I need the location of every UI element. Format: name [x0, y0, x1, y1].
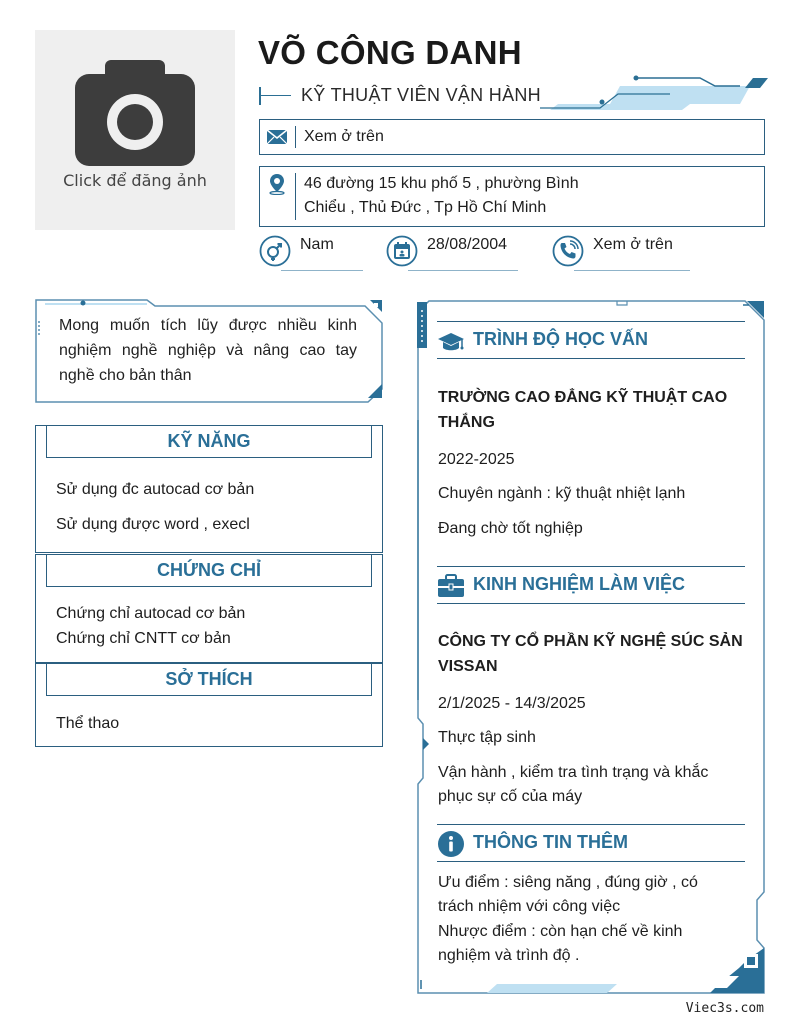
candidate-name: VÕ CÔNG DANH [258, 34, 522, 71]
experience-desc-line-2: phục sự cố của máy [438, 788, 583, 805]
additional-title: THÔNG TIN THÊM [473, 832, 628, 852]
certificate-item: Chứng chỉ autocad cơ bản [56, 605, 246, 622]
birthday-underline [408, 270, 518, 271]
education-header [437, 321, 745, 359]
experience-desc-line-1: Vận hành , kiểm tra tình trạng và khắc [438, 764, 709, 781]
briefcase-icon [437, 572, 465, 600]
experience-period: 2/1/2025 - 14/3/2025 [438, 695, 586, 712]
info-icon [437, 830, 465, 858]
objective-text: Mong muốn tích lũy được nhiều kinh nghiệm nghề nghiệp và nâng cao tay nghề cho bản thân [59, 317, 357, 384]
address-line-2: Chiểu , Thủ Đức , Tp Hồ Chí Minh [304, 199, 547, 216]
certificates-title: CHỨNG CHỈ [46, 555, 372, 587]
camera-icon [75, 60, 195, 166]
education-status: Đang chờ tốt nghiệp [438, 520, 583, 537]
phone-icon [552, 235, 584, 267]
certificate-item: Chứng chỉ CNTT cơ bản [56, 630, 231, 647]
email-field [259, 119, 765, 155]
circuit-decoration [540, 74, 770, 112]
photo-upload[interactable] [35, 30, 235, 230]
gender-value: Nam [300, 236, 334, 253]
gender-underline [281, 270, 363, 271]
company-name-line-1: CÔNG TY CỔ PHẦN KỸ NGHỆ SÚC SẢN [438, 633, 743, 650]
address-divider [295, 173, 296, 220]
career-objective [35, 299, 383, 403]
calendar-icon [386, 235, 418, 267]
additional-line-3: Nhược điểm : còn hạn chế về kinh [438, 923, 683, 940]
additional-header [437, 824, 745, 862]
hobbies-section [35, 663, 383, 747]
phone-value: Xem ở trên [593, 236, 673, 253]
education-major: Chuyên ngành : kỹ thuật nhiệt lạnh [438, 485, 686, 502]
right-panel [417, 300, 765, 994]
title-decor-tick [259, 87, 261, 105]
education-period: 2022-2025 [438, 451, 515, 468]
graduation-cap-icon [437, 327, 465, 355]
email-value: Xem ở trên [304, 128, 384, 145]
hobbies-title: SỞ THÍCH [46, 664, 372, 696]
school-name-line-1: TRƯỜNG CAO ĐẲNG KỸ THUẬT CAO [438, 389, 728, 406]
skill-item: Sử dụng được word , execl [56, 516, 250, 533]
phone-underline [574, 270, 690, 271]
experience-title: KINH NGHIỆM LÀM VIỆC [473, 574, 686, 594]
experience-header [437, 566, 745, 604]
company-name-line-2: VISSAN [438, 658, 498, 675]
skills-section [35, 425, 383, 553]
additional-line-4: nghiệm và trình độ . [438, 947, 580, 964]
email-divider [295, 126, 296, 148]
address-line-1: 46 đường 15 khu phố 5 , phường Bình [304, 175, 579, 192]
school-name-line-2: THẮNG [438, 414, 495, 431]
title-decor-line [261, 95, 291, 96]
footer-brand: Viec3s.com [685, 1001, 764, 1016]
certificates-section [35, 554, 383, 663]
additional-line-2: trách nhiệm với công việc [438, 898, 621, 915]
experience-position: Thực tập sinh [438, 729, 536, 746]
birthday-value: 28/08/2004 [427, 236, 508, 253]
location-pin-icon [266, 173, 288, 195]
education-title: TRÌNH ĐỘ HỌC VẤN [473, 329, 648, 349]
mail-icon [266, 126, 288, 148]
address-field [259, 166, 765, 227]
skill-item: Sử dụng đc autocad cơ bản [56, 481, 255, 498]
hobby-item: Thể thao [56, 715, 120, 732]
additional-line-1: Ưu điểm : siêng năng , đúng giờ , có [438, 874, 698, 891]
gender-icon [259, 235, 291, 267]
skills-title: KỸ NĂNG [46, 426, 372, 458]
job-title: KỸ THUẬT VIÊN VẬN HÀNH [301, 85, 541, 105]
photo-upload-label: Click để đăng ảnh [63, 171, 207, 190]
